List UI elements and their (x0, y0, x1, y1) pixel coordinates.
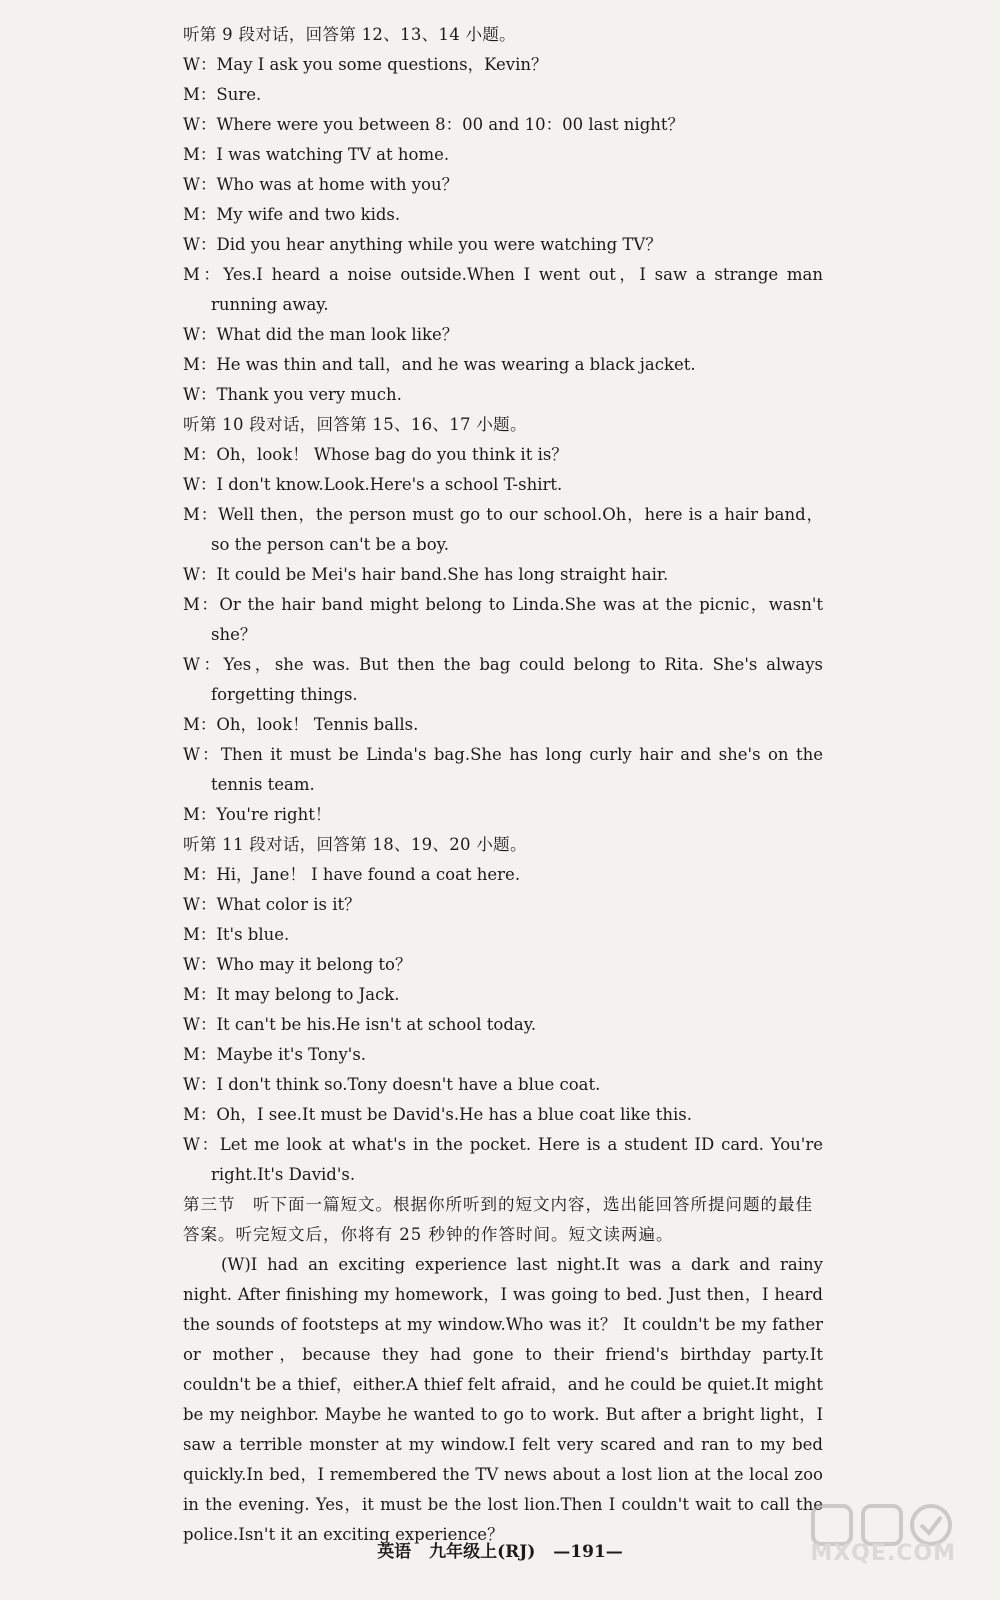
dialogue-line: M：Or the hair band might belong to Linda.She was at the picnic，wasn't she？ (183, 595, 823, 644)
dialogue-line: M：Hi，Jane！ I have found a coat here. (183, 865, 521, 884)
dialogue-line: W：May I ask you some questions，Kevin？ (183, 55, 548, 74)
dialogue-line: W：What color is it？ (183, 895, 361, 914)
dialogue-line: W：What did the man look like？ (183, 325, 459, 344)
dialogue-line: W：Thank you very much. (183, 385, 402, 404)
section-instructions: 第三节 听下面一篇短文。根据你所听到的短文内容，选出能回答所提问题的最佳答案。听完短文后，你将有 25 秒钟的作答时间。短文读两遍。 (183, 1195, 813, 1244)
dialogue-line: W：Yes，she was. But then the bag could belong to Rita. She's always forgetting things. (183, 655, 823, 704)
dialogue-line: W：Who was at home with you？ (183, 175, 459, 194)
dialogue-line: W：It can't be his.He isn't at school today. (183, 1015, 537, 1034)
document-content (183, 20, 823, 1550)
dialogue-line: M：Well then，the person must go to our school.Oh，here is a hair band，so the person can't be a boy. (183, 505, 823, 554)
footer-subject: 英语 (377, 1542, 412, 1562)
dialogue-line: M：It may belong to Jack. (183, 985, 400, 1004)
dialogue-line: M：Yes.I heard a noise outside.When I went out，I saw a strange man running away. (183, 265, 823, 314)
listening-passage: (W)I had an exciting experience last night.It was a dark and rainy night. After finishing my homework，I was going to bed. Just then，I heard the sounds of footsteps at my window.Who was it？ It couldn't be my father or mother，because they had gone to their friend's birthday party.It couldn't be a thief，either.A thief felt afraid，and he could be quiet.It might be my neighbor. Maybe he wanted to go to work. But after a bright light，I saw a terrible monster at my window.I felt very scared and ran to my bed quickly.In bed，I remembered the TV news about a lost lion at the local zoo in the evening. Yes，it must be the lost lion.Then I couldn't wait to call the police.Isn't it an exciting experience？ (183, 1255, 823, 1544)
footer-page-number: —191— (553, 1542, 623, 1562)
dialogue-heading: 听第 11 段对话，回答第 18、19、20 小题。 (183, 835, 527, 854)
dialogue-line: M：He was thin and tall，and he was wearing a black jacket. (183, 355, 696, 374)
dialogue-line: M：Oh，look！ Tennis balls. (183, 715, 419, 734)
dialogue-line: M：Oh，look！ Whose bag do you think it is？ (183, 445, 568, 464)
dialogue-line: W：I don't think so.Tony doesn't have a blue coat. (183, 1075, 601, 1094)
watermark-text: MXQE.COM (810, 1541, 956, 1566)
dialogue-line: M：Maybe it's Tony's. (183, 1045, 367, 1064)
dialogue-line: W：Where were you between 8：00 and 10：00 last night？ (183, 115, 685, 134)
dialogue-line: M：I was watching TV at home. (183, 145, 450, 164)
dialogue-line: W：I don't know.Look.Here's a school T-shirt. (183, 475, 563, 494)
dialogue-line: M：You're right！ (183, 805, 332, 824)
dialogue-line: M：Oh，I see.It must be David's.He has a blue coat like this. (183, 1105, 692, 1124)
watermark (805, 1502, 980, 1572)
dialogue-line: W：Did you hear anything while you were watching TV？ (183, 235, 662, 254)
dialogue-line: W：Let me look at what's in the pocket. Here is a student ID card. You're right.It's David's. (183, 1135, 823, 1184)
footer-grade: 九年级上(RJ) (429, 1542, 536, 1562)
dialogue-line: W：It could be Mei's hair band.She has long straight hair. (183, 565, 669, 584)
dialogue-line: M：It's blue. (183, 925, 290, 944)
dialogue-line: W：Who may it belong to？ (183, 955, 412, 974)
dialogue-line: M：My wife and two kids. (183, 205, 401, 224)
dialogue-heading: 听第 10 段对话，回答第 15、16、17 小题。 (183, 415, 527, 434)
dialogue-line: W：Then it must be Linda's bag.She has long curly hair and she's on the tennis team. (183, 745, 823, 794)
dialogue-heading: 听第 9 段对话，回答第 12、13、14 小题。 (183, 25, 516, 44)
dialogue-line: M：Sure. (183, 85, 262, 104)
